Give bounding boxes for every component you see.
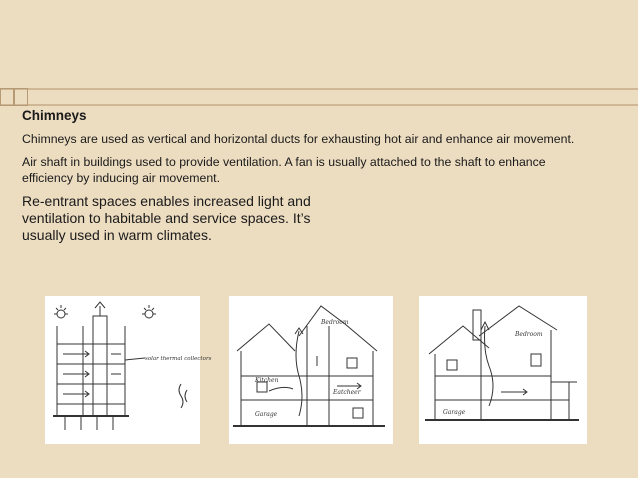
house-section-drawing-1	[229, 296, 393, 444]
figure-stack-ventilation-section	[45, 296, 212, 444]
figure-house-section-right	[419, 296, 587, 444]
figure2-label-kitchen: Kitchen	[255, 377, 279, 384]
stack-ventilation-drawing	[45, 296, 212, 444]
figure2-label-eatcheer: Eatcheer	[333, 389, 361, 396]
header-rule-top	[0, 88, 638, 90]
slide-heading: Chimneys	[22, 108, 87, 123]
figure-house-section-left	[229, 296, 393, 444]
text-content	[22, 108, 582, 251]
header-rule-box	[0, 88, 14, 106]
house-section-drawing-2	[419, 296, 587, 444]
paragraph-chimneys: Chimneys are used as vertical and horizontal ducts for exhausting hot air and enhance air movement.	[22, 132, 575, 146]
figure1-annotation: solar thermal collectors	[145, 356, 212, 362]
figure2-label-bedroom: Bedroom	[321, 319, 349, 326]
header-rule-bottom	[0, 104, 638, 106]
paragraph-air-shaft: Air shaft in buildings used to provide ventilation. A fan is usually attached to the shaft to enhance efficiency by inducing air movement.	[22, 155, 546, 185]
figure3-label-bedroom: Bedroom	[515, 331, 543, 338]
paragraph-re-entrant: Re-entrant spaces enables increased light and ventilation to habitable and service spaces. It’s usually used in warm climates.	[22, 193, 311, 243]
figure2-label-garage: Garage	[255, 411, 278, 418]
header-rule-box	[14, 88, 28, 106]
figure3-label-garage: Garage	[443, 409, 466, 416]
